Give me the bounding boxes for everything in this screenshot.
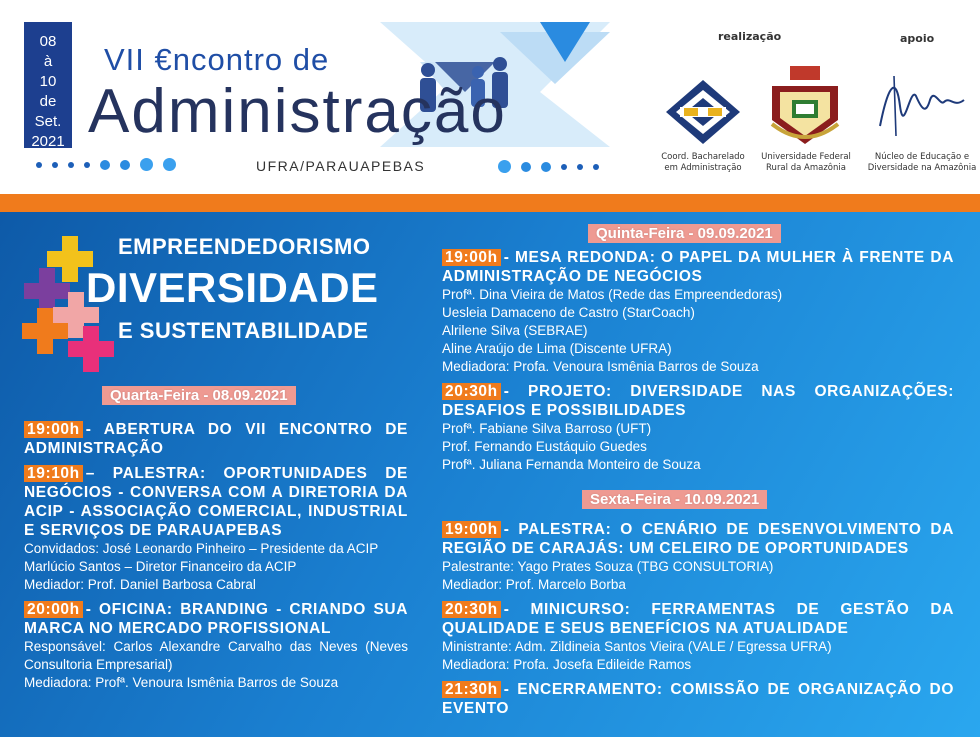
event-title: - PALESTRA: O CENÁRIO DE DESENVOLVIMENTO DA REGIÃO DE CARAJÁS: UM CELEIRO DE OPORTUNIDADES [442,521,954,557]
event-time: 21:30h [442,681,501,698]
event-time: 20:30h [442,383,501,400]
event-detail: Marlúcio Santos – Diretor Financeiro da ACIP [24,559,297,574]
event-time: 20:30h [442,601,501,618]
ufra-crest-icon [768,64,842,148]
event-time: 19:00h [442,521,501,538]
apoio-label: apoio [900,32,935,45]
event-title: - ENCERRAMENTO: COMISSÃO DE ORGANIZAÇÃO DO EVENTO [442,681,954,717]
event-title: - ABERTURA DO VII ENCONTRO DE ADMINISTRAÇÃO [24,421,408,457]
event-block [442,248,954,376]
date-day-start: 08 [39,33,57,50]
friday-label: Sexta-Feira - 10.09.2021 [582,490,767,509]
event-detail: Profª. Fabiane Silva Barroso (UFT) [442,421,652,436]
date-connector: à [43,53,53,70]
event-detail: Ministrante: Adm. Zildineia Santos Vieira (VALE / Egressa UFRA) [442,639,832,654]
event-block [24,464,408,594]
date-month: Set. [34,113,62,130]
event-detail: Convidados: José Leonardo Pinheiro – Presidente da ACIP [24,541,379,556]
admin-course-logo-icon [664,78,742,146]
realizacao-label: realização [718,30,782,43]
event-detail: Palestrante: Yago Prates Souza (TBG CONSULTORIA) [442,559,774,574]
event-block [442,382,954,474]
event-title: - MESA REDONDA: O PAPEL DA MULHER À FRENTE DA ADMINISTRAÇÃO DE NEGÓCIOS [442,249,954,285]
event-detail: Profª. Dina Vieira de Matos (Rede das Empreendedoras) [442,287,783,302]
event-title: – PALESTRA: OPORTUNIDADES DE NEGÓCIOS - CONVERSA COM A DIRETORIA DA ACIP - ASSOCIAÇÃO COMERCIAL, INDUSTRIAL E SERVIÇOS DE PARAUAPEBAS [24,465,408,539]
event-title: - OFICINA: BRANDING - CRIANDO SUA MARCA NO MERCADO PROFISSIONAL [24,601,408,637]
event-detail: Prof. Fernando Eustáquio Guedes [442,439,647,454]
event-block [442,520,954,594]
wednesday-label: Quarta-Feira - 08.09.2021 [102,386,296,405]
event-detail: Mediadora: Profa. Venoura Ismênia Barros de Souza [442,359,759,374]
event-detail: Aline Araújo de Lima (Discente UFRA) [442,341,672,356]
event-block [24,600,408,692]
date-day-end: 10 [39,73,57,90]
schedule-section [0,212,980,737]
decorative-dots-left [36,158,176,171]
event-time: 20:00h [24,601,83,618]
logo3-caption: Núcleo de Educação e Diversidade na Amazônia [867,152,977,173]
theme-line-2: DIVERSIDADE [86,264,379,311]
event-time: 19:00h [24,421,83,438]
event-header [0,0,980,194]
theme-line-1: EMPREENDEDORISMO [118,234,371,259]
thursday-label: Quinta-Feira - 09.09.2021 [588,224,781,243]
event-detail: Uesleia Damaceno de Castro (StarCoach) [442,305,695,320]
event-block [24,420,408,458]
event-title: - PROJETO: DIVERSIDADE NAS ORGANIZAÇÕES: DESAFIOS E POSSIBILIDADES [442,383,954,419]
event-title: - MINICURSO: FERRAMENTAS DE GESTÃO DA QUALIDADE E SEUS BENEFÍCIOS NA ATUALIDADE [442,601,954,637]
event-detail: Profª. Juliana Fernanda Monteiro de Souza [442,457,701,472]
date-de: de [39,93,57,110]
event-block [442,680,954,718]
event-detail: Mediadora: Profª. Venoura Ismênia Barros de Souza [24,675,339,690]
event-detail: Mediadora: Profa. Josefa Edileide Ramos [442,657,692,672]
event-title: Administração [88,77,507,146]
thursday-events [442,248,954,480]
date-box [24,22,72,148]
event-detail: Responsável: Carlos Alexandre Carvalho das Neves (Neves Consultoria Empresarial) [24,639,408,672]
orange-divider [0,194,980,212]
wednesday-events [24,420,408,698]
event-time: 19:00h [442,249,501,266]
decorative-dots-right [498,160,599,173]
friday-events [442,520,954,724]
logo2-caption: Universidade Federal Rural da Amazônia [761,152,851,173]
nucleo-signature-icon [870,66,974,146]
date-year: 2021 [31,133,65,150]
event-time: 19:10h [24,465,83,482]
event-detail: Mediador: Prof. Marcelo Borba [442,577,626,592]
event-edition: VII €ncontro de [104,42,330,77]
theme-line-3: E SUSTENTABILIDADE [118,318,369,343]
event-detail: Alrilene Silva (SEBRAE) [442,323,588,338]
event-location: UFRA/PARAUAPEBAS [256,158,426,174]
logo1-caption: Coord. Bacharelado em Administração [661,152,745,173]
event-detail: Mediador: Prof. Daniel Barbosa Cabral [24,577,256,592]
event-block [442,600,954,674]
